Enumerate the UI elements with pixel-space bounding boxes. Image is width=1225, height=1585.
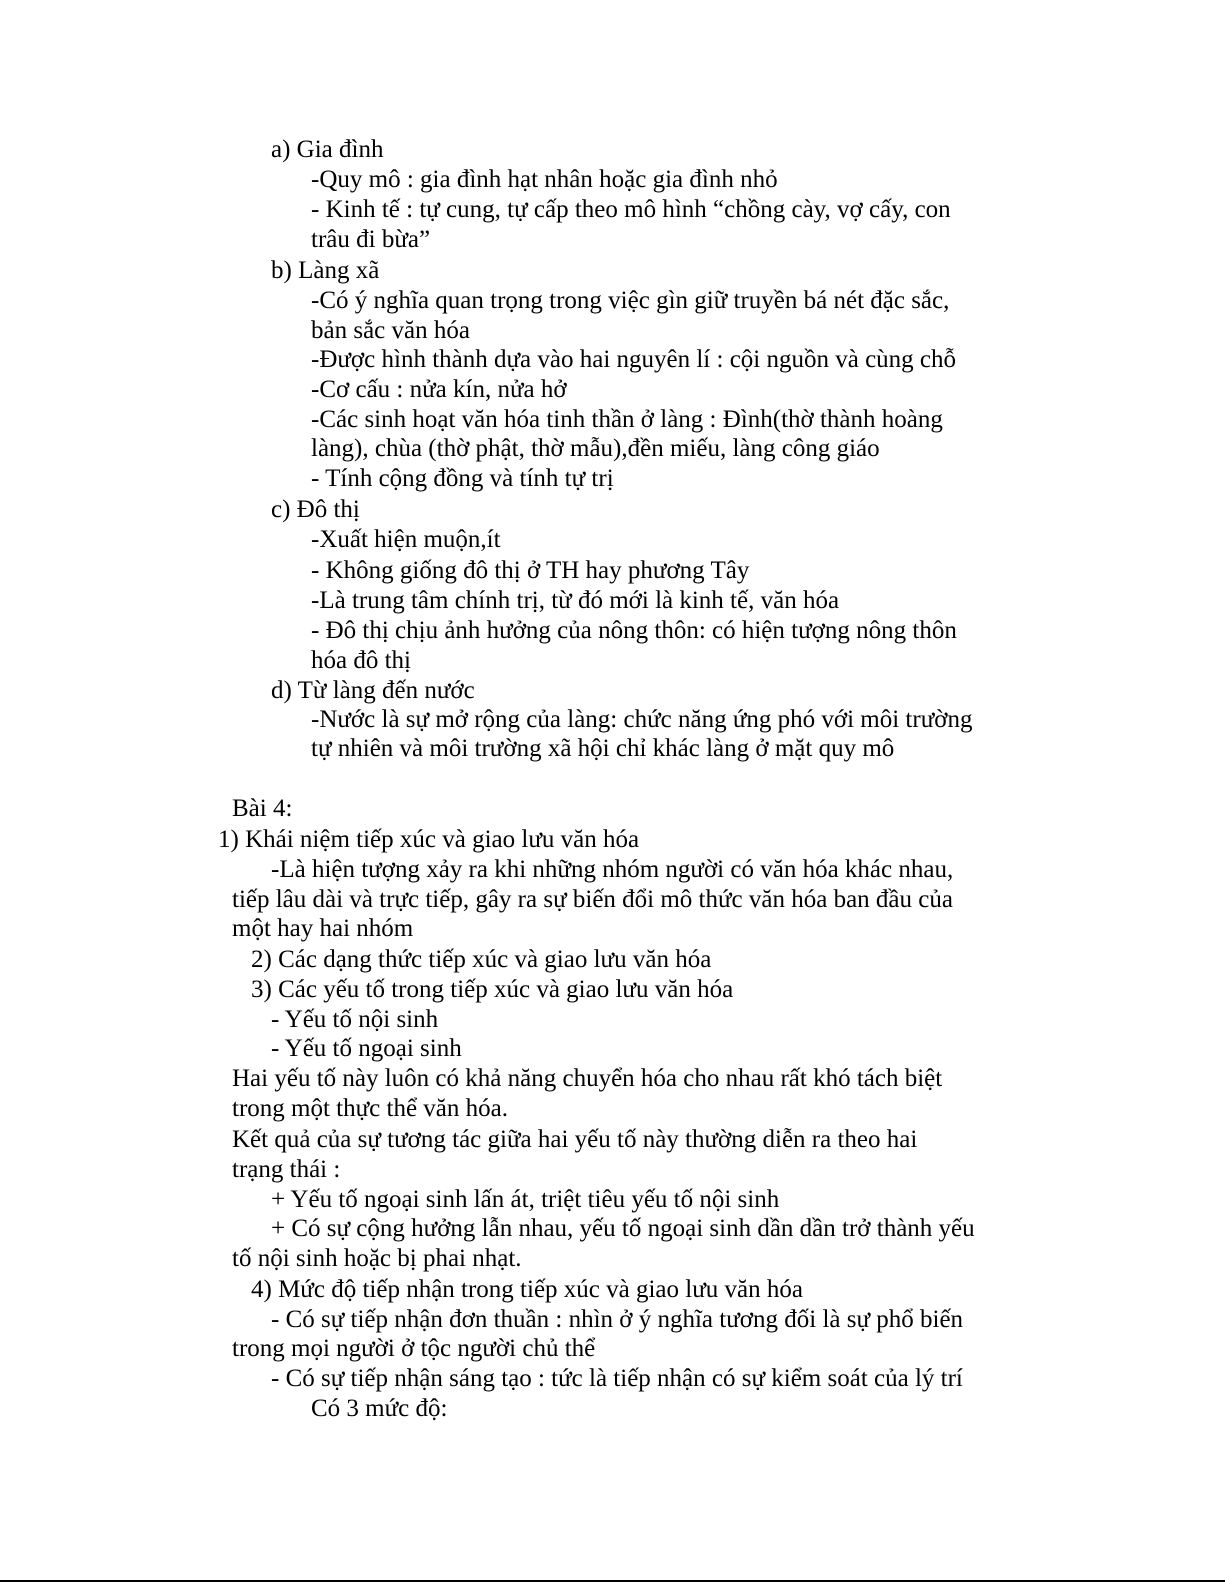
text-line: một hay hai nhóm [232,915,414,942]
text-line: -Là trung tâm chính trị, từ đó mới là kinh tế, văn hóa [311,587,840,614]
text-line: bản sắc văn hóa [311,317,470,344]
text-line: -Xuất hiện muộn,ít [311,526,501,553]
text-line: Kết quả của sự tương tác giữa hai yếu tố này thường diễn ra theo hai [232,1126,918,1153]
text-line: tự nhiên và môi trường xã hội chỉ khác làng ở mặt quy mô [311,735,895,762]
page-bottom-border [0,1580,1225,1582]
text-line: hóa đô thị [311,647,411,674]
text-line: -Có ý nghĩa quan trọng trong việc gìn giữ truyền bá nét đặc sắc, [311,287,950,314]
heading-khai-niem: 1) Khái niệm tiếp xúc và giao lưu văn hóa [218,826,640,853]
heading-gia-dinh: a) Gia đình [271,136,384,163]
text-line: trâu đi bừa” [311,226,431,253]
text-line: -Được hình thành dựa vào hai nguyên lí : cội nguồn và cùng chỗ [311,346,957,373]
text-line: + Có sự cộng hưởng lẫn nhau, yếu tố ngoại sinh dần dần trở thành yếu [271,1215,975,1242]
text-line: - Có sự tiếp nhận đơn thuần : nhìn ở ý nghĩa tương đối là sự phổ biến [271,1306,964,1333]
text-line: -Các sinh hoạt văn hóa tinh thần ở làng : Đình(thờ thành hoàng [311,406,943,433]
text-line: - Yếu tố ngoại sinh [271,1035,462,1062]
text-line: trạng thái : [232,1156,341,1183]
text-line: - Tính cộng đồng và tính tự trị [311,465,614,492]
text-line: -Là hiện tượng xảy ra khi những nhóm người có văn hóa khác nhau, [271,856,954,883]
text-line: - Kinh tế : tự cung, tự cấp theo mô hình “chồng cày, vợ cấy, con [311,196,951,223]
text-line: -Quy mô : gia đình hạt nhân hoặc gia đình nhỏ [311,166,778,193]
text-line: - Không giống đô thị ở TH hay phương Tây [311,557,750,584]
heading-muc-do: 4) Mức độ tiếp nhận trong tiếp xúc và giao lưu văn hóa [251,1276,803,1303]
text-line: - Có sự tiếp nhận sáng tạo : tức là tiếp nhận có sự kiểm soát của lý trí [271,1365,963,1392]
text-line: Có 3 mức độ: [311,1395,448,1422]
text-line: trong mọi người ở tộc người chủ thể [232,1335,596,1362]
text-line: - Yếu tố nội sinh [271,1006,439,1033]
heading-tu-lang-den-nuoc: d) Từ làng đến nước [271,677,475,704]
text-line: làng), chùa (thờ phật, thờ mẫu),đền miếu, làng công giáo [311,435,880,462]
text-line: + Yếu tố ngoại sinh lấn át, triệt tiêu yếu tố nội sinh [271,1186,780,1213]
heading-do-thi: c) Đô thị [271,496,360,523]
text-line: - Đô thị chịu ảnh hưởng của nông thôn: có hiện tượng nông thôn [311,617,957,644]
text-line: -Cơ cấu : nửa kín, nửa hở [311,376,567,403]
heading-lang-xa: b) Làng xã [271,257,380,284]
text-line: trong một thực thể văn hóa. [232,1095,508,1122]
section-title-bai-4: Bài 4: [232,795,293,822]
text-line: tố nội sinh hoặc bị phai nhạt. [232,1245,522,1272]
text-line: -Nước là sự mở rộng của làng: chức năng ứng phó với môi trường [311,706,973,733]
heading-yeu-to: 3) Các yếu tố trong tiếp xúc và giao lưu văn hóa [251,976,734,1003]
text-line: tiếp lâu dài và trực tiếp, gây ra sự biến đổi mô thức văn hóa ban đầu của [232,886,953,913]
heading-dang-thuc: 2) Các dạng thức tiếp xúc và giao lưu văn hóa [251,946,712,973]
text-line: Hai yếu tố này luôn có khả năng chuyển hóa cho nhau rất khó tách biệt [232,1065,943,1092]
